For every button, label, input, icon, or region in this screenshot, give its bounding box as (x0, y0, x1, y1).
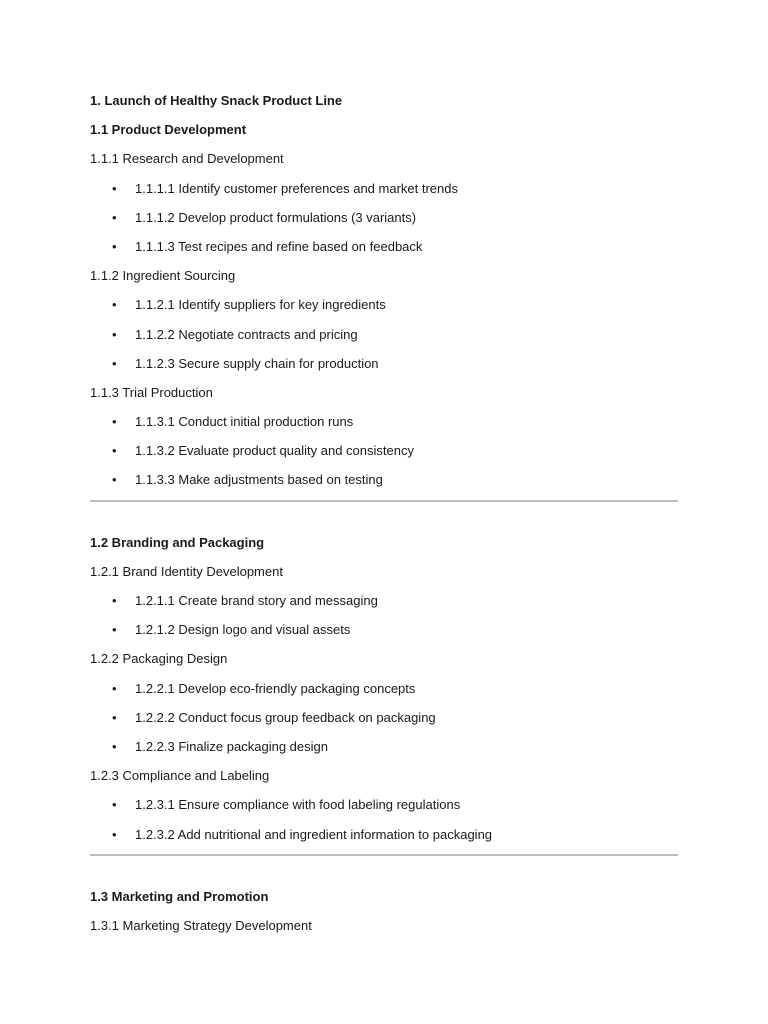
list-item: • 1.1.3.3 Make adjustments based on testing (90, 465, 678, 494)
section-heading: 1.1 Product Development (90, 122, 247, 138)
list-item: • 1.2.3.2 Add nutritional and ingredient information to packaging (90, 820, 678, 849)
list-item: • 1.1.2.3 Secure supply chain for production (90, 349, 678, 378)
subsection-heading: 1.2.1 Brand Identity Development (90, 563, 283, 579)
list-item: • 1.1.1.1 Identify customer preferences and market trends (90, 174, 678, 203)
subsection-packaging-design (90, 644, 678, 761)
section-heading: 1.2 Branding and Packaging (90, 534, 265, 550)
document-page (90, 86, 678, 940)
subsection-brand-identity-development (90, 557, 678, 645)
section-product-development (90, 115, 678, 494)
subsection-heading: 1.1.1 Research and Development (90, 151, 284, 167)
section-marketing-and-promotion (90, 882, 678, 940)
document-title: 1. Launch of Healthy Snack Product Line (90, 93, 343, 108)
subsection-marketing-strategy-development (90, 911, 678, 940)
subsection-research-and-development (90, 144, 678, 261)
subsection-compliance-and-labeling (90, 761, 678, 849)
subsection-heading: 1.1.3 Trial Production (90, 384, 213, 400)
section-divider (90, 500, 678, 502)
subsection-trial-production (90, 378, 678, 495)
list-item: • 1.1.1.2 Develop product formulations (3 variants) (90, 203, 678, 232)
list-item: • 1.2.3.1 Ensure compliance with food labeling regulations (90, 790, 678, 819)
list-item: • 1.1.2.1 Identify suppliers for key ingredients (90, 290, 678, 319)
list-item: • 1.2.2.3 Finalize packaging design (90, 732, 678, 761)
subsection-ingredient-sourcing (90, 261, 678, 378)
list-item: • 1.1.2.2 Negotiate contracts and pricing (90, 320, 678, 349)
list-item: • 1.2.1.2 Design logo and visual assets (90, 615, 678, 644)
section-heading: 1.3 Marketing and Promotion (90, 888, 269, 904)
list-item: • 1.2.2.2 Conduct focus group feedback on packaging (90, 703, 678, 732)
list-item: • 1.2.2.1 Develop eco-friendly packaging concepts (90, 674, 678, 703)
list-item: • 1.1.3.2 Evaluate product quality and consistency (90, 436, 678, 465)
list-item: • 1.1.3.1 Conduct initial production runs (90, 407, 678, 436)
subsection-heading: 1.2.2 Packaging Design (90, 651, 228, 667)
section-divider (90, 854, 678, 856)
section-branding-and-packaging (90, 528, 678, 849)
subsection-heading: 1.3.1 Marketing Strategy Development (90, 917, 312, 933)
list-item: • 1.1.1.3 Test recipes and refine based on feedback (90, 232, 678, 261)
subsection-heading: 1.2.3 Compliance and Labeling (90, 768, 270, 784)
list-item: • 1.2.1.1 Create brand story and messaging (90, 586, 678, 615)
subsection-heading: 1.1.2 Ingredient Sourcing (90, 268, 236, 284)
